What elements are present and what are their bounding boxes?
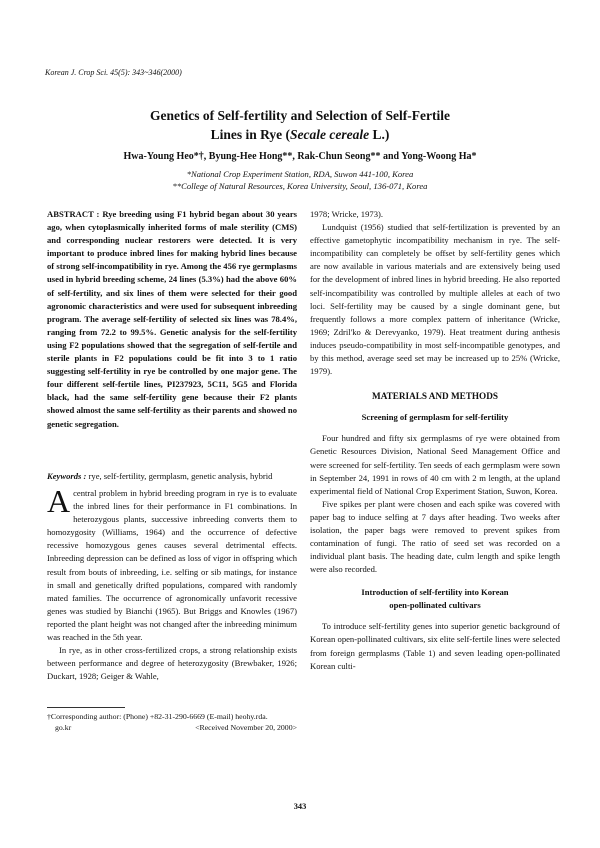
intro-paragraph-1-text: central problem in hybrid breeding program in rye is to evaluate the inbred lines for their performance in F1 combinations. In heterozygous plants, successive inbreeding converts them to homozygosity (Williams, 1964) and the occurrence of defective recessive homozygous genes causes several detrimental effects. Inbreeding depression can be defined as loss of vigor in offspring which result from bouts of inbreeding, i.e. selfing or sib matings, for instance in small and genetically drifted populations, compared with randomly mated families. The occurrence of agronomically unfavorit recessive genes was studied by Bianchi (1965). But Briggs and Knowles (1967) reported the plant height was not changed after the inbreeding minimum was reached in the 5th year.: [47, 488, 297, 643]
footnote-email-tail: go.kr: [55, 723, 72, 732]
footnote: [47, 711, 297, 733]
right-paragraph-3: Four hundred and fifty six germplasms of rye were obtained from Genetic Resources Division, National Seed Management Office and were screened for self-fertility. Ten seeds of each germplasm were sown in September 24, 1991 in rows of 40 cm with 2 m length, at the upland experimental field of National Crop Experiment Station, Suwon, Korea.: [310, 433, 560, 496]
affiliation-1: *National Crop Experiment Station, RDA, Suwon 441-100, Korea: [186, 169, 414, 179]
right-paragraph-5: To introduce self-fertility genes into superior genetic background of Korean open-pollinated cultivars, six elite self-fertile lines were selected from foreign germplasms (Table 1) and seven leading open-pollinated Korean culti-: [310, 621, 560, 671]
affiliation-2: **College of Natural Resources, Korea University, Seoul, 136-071, Korea: [172, 181, 428, 191]
footnote-rule: [47, 707, 125, 708]
right-paragraph-4: Five spikes per plant were chosen and each spike was covered with paper bag to induce selfing at 7 days after heading. Two weeks after isolation, the paper bags were removed to prevent spikes from contamination of fungi. The ratio of seed set was recorded on a individual plant basis. The heading date, culm length and spike length were also recorded.: [310, 498, 560, 575]
title-line-2-pre: Lines in Rye (: [210, 127, 291, 142]
intro-paragraph-2: In rye, as in other cross-fertilized crops, a strong relationship exists between performance and degree of heterozygosity (Brewbaker, 1926; Duckart, 1928; Geiger & Wahle,: [47, 645, 297, 682]
received-date: <Received November 20, 2000>: [195, 723, 297, 732]
subheading-line-2: open-pollinated cultivars: [389, 600, 481, 611]
footnote-line-1: †Corresponding author: (Phone) +82-31-290-6669 (E-mail) heohy.rda.: [47, 712, 268, 721]
abstract-text: Rye breeding using F1 hybrid began about 30 years ago, when cytoplasmically inherited forms of male sterility (CMS) and corresponding nuclear restorers were detected. It is very important to produce inbred lines for making hybrid lines because of strong self-incompatibility in rye. Among the 456 rye germplasms used in hybrid breeding scheme, 24 lines (5.3%) had the above 60% of self-fertility, and six lines of them were selected for their good agronomic characteristics and were used for subsequent inbreeding program. The average self-fertility of selected six lines was 78.4%, ranging from 72.2 to 99.5%. Genetic analysis for the self-fertility using F2 populations showed that the segregation of self-fertile and sterile plants in F2 populations could be fit into 3 to 1 ratio suggesting self-fertility in rye be controlled by one major gene. The four different self-fertile lines, PI237923, 5C11, 5G5 and Florida black, had the same self-fertility gene because their F2 plants showed almost the same self-fertility as their parents and showed no genetic segregation.: [47, 209, 298, 429]
keywords-label: Keywords :: [47, 471, 87, 481]
keywords-text: rye, self-fertility, germplasm, genetic analysis, hybrid: [86, 471, 273, 481]
title-line-2: [60, 125, 540, 144]
journal-citation: Korean J. Crop Sci. 45(5): 343~346(2000): [45, 68, 182, 77]
title-line-2-post: L.): [369, 127, 390, 142]
right-paragraph-2: Lundquist (1956) studied that self-fertilization is prevented by an effective gametophytic incompatibility mechanism in rye. The self-incompatibility can completely be offset by self-fertility genes which are now available in various materials and are extensively being used for the development of inbred lines in hybrid breeding. He also reported self-incompatibility was controlled by multiple alleles at each of two loci. Self-fertility may be caused by a single dominant gene, but frequently follows a more complex pattern of inheritance (Wricke, 1969; Zdril'ko & Derevyanko, 1979). Heat treatment during anthesis induces pseudo-compatibility in most self-incompatible genotypes, and by this method, average seed set may be increased up to 25% (Wricke, 1979).: [310, 222, 560, 377]
footnote-line-2: [47, 722, 297, 733]
right-paragraph-1: 1978; Wricke, 1973).: [310, 209, 384, 219]
species-name: Secale cereale: [290, 127, 370, 142]
section-heading-materials-methods: MATERIALS AND METHODS: [372, 391, 498, 402]
page-number: 343: [293, 802, 307, 811]
subheading-line-1: Introduction of self-fertility into Korean: [361, 587, 509, 598]
title-line-1: Genetics of Self-fertility and Selection of Self-Fertile: [150, 108, 450, 123]
right-column: [310, 208, 560, 673]
subheading-screening: Screening of germplasm for self-fertility: [361, 412, 509, 423]
subheading-introduction-self-fertility: [310, 586, 560, 612]
abstract-label: ABSTRACT :: [47, 209, 100, 219]
abstract: [47, 208, 297, 431]
keywords: [47, 470, 297, 483]
introduction: [47, 483, 297, 683]
affiliations: [40, 168, 560, 192]
author-list: Hwa-Young Heo*†, Byung-Hee Hong**, Rak-Chun Seong** and Yong-Woong Ha*: [123, 151, 477, 162]
drop-cap: A: [47, 483, 71, 519]
paper-title: [60, 106, 540, 144]
intro-paragraph-1: [47, 483, 297, 644]
